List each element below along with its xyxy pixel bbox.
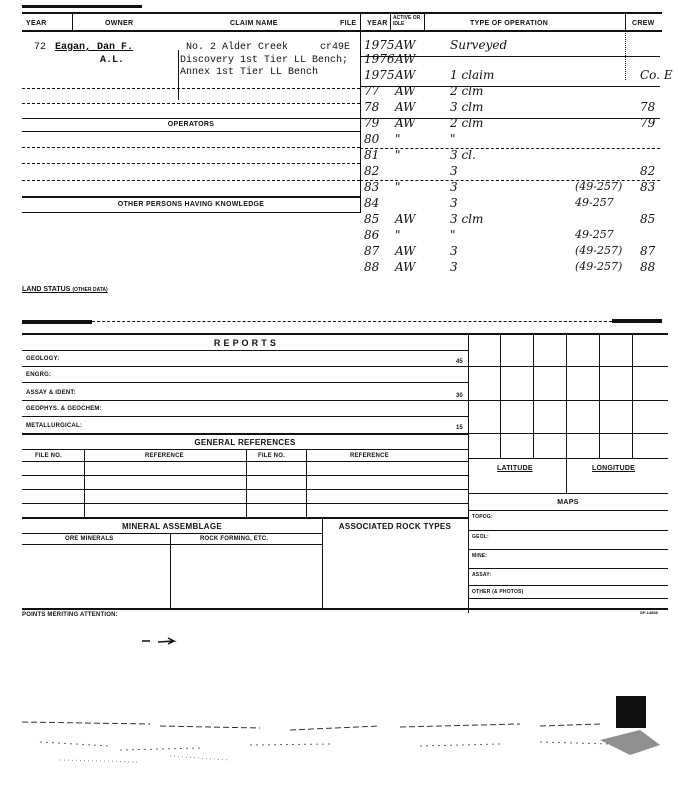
activity-status: AW bbox=[395, 116, 416, 130]
header-crew: CREW bbox=[632, 20, 655, 27]
general-references-title: GENERAL REFERENCES bbox=[194, 438, 296, 447]
activity-operation: 3 bbox=[450, 164, 458, 178]
activity-operation: 2 clm bbox=[450, 84, 484, 98]
noise-line bbox=[22, 722, 600, 730]
activity-year: 1975 bbox=[364, 68, 395, 82]
report-num-45: 45 bbox=[456, 359, 463, 365]
maps-geol: GEOL: bbox=[472, 534, 489, 540]
owner-entry-year: 72 bbox=[34, 42, 47, 53]
activity-status: AW bbox=[395, 84, 416, 98]
ore-minerals-label: ORE MINERALS bbox=[65, 536, 114, 542]
ref-col-file-no: FILE NO. bbox=[35, 453, 62, 459]
activity-year: 1975 bbox=[364, 38, 395, 52]
ref-col-reference-2: REFERENCE bbox=[350, 453, 389, 459]
activity-status: AW bbox=[395, 244, 416, 258]
other-persons-title: OTHER PERSONS HAVING KNOWLEDGE bbox=[117, 201, 265, 208]
activity-operation: " bbox=[450, 132, 456, 146]
scan-block bbox=[616, 696, 646, 728]
maps-topog: TOPOG: bbox=[472, 514, 493, 520]
associated-rock-types-title: ASSOCIATED ROCK TYPES bbox=[338, 522, 452, 531]
claim-line-2: Discovery 1st Tier LL Bench; bbox=[180, 55, 349, 66]
activity-year: 82 bbox=[364, 164, 380, 178]
activity-status: AW bbox=[395, 68, 416, 82]
report-num-30: 30 bbox=[456, 393, 463, 399]
form-number: SP-14858 bbox=[640, 610, 658, 615]
activity-operation: 3 cl. bbox=[450, 148, 476, 162]
noise-line bbox=[40, 742, 610, 750]
owner-entry-file: cr49E bbox=[320, 42, 351, 53]
header-file: FILE bbox=[340, 20, 357, 27]
owner-entry-owner: Eagan, Dan F. bbox=[55, 42, 134, 53]
operators-title: OPERATORS bbox=[167, 121, 215, 128]
activity-operation: 2 clm bbox=[450, 116, 484, 130]
activity-operation: 3 bbox=[450, 260, 458, 274]
claim-line-3: Annex 1st Tier LL Bench bbox=[180, 67, 319, 78]
activity-reference: (49-257) bbox=[575, 244, 623, 257]
header-year: YEAR bbox=[26, 20, 47, 27]
activity-year: 81 bbox=[364, 148, 380, 162]
activity-reference: 49-257 bbox=[575, 228, 614, 241]
activity-year: 88 bbox=[364, 260, 380, 274]
activity-year: 80 bbox=[364, 132, 380, 146]
activity-crew: 88 bbox=[640, 260, 656, 274]
activity-reference: (49-257) bbox=[575, 180, 623, 193]
activity-year: 1976 bbox=[364, 52, 395, 66]
owner-entry-owner2: A.L. bbox=[100, 55, 125, 66]
ref-col-reference: REFERENCE bbox=[145, 453, 184, 459]
activity-status: AW bbox=[395, 260, 416, 274]
maps-title: MAPS bbox=[557, 499, 579, 506]
activity-operation: " bbox=[450, 228, 456, 242]
activity-year: 86 bbox=[364, 228, 380, 242]
points-meriting-attention: POINTS MERITING ATTENTION: bbox=[22, 612, 118, 618]
activity-year: 84 bbox=[364, 196, 380, 210]
header-owner: OWNER bbox=[105, 20, 134, 27]
activity-year: 78 bbox=[364, 100, 380, 114]
activity-operation: 3 clm bbox=[450, 100, 484, 114]
activity-status: AW bbox=[395, 38, 416, 52]
rock-forming-label: ROCK FORMING, ETC. bbox=[200, 536, 269, 542]
report-metallurgical: METALLURGICAL: bbox=[26, 423, 83, 429]
activity-operation: 3 bbox=[450, 196, 458, 210]
activity-year: 87 bbox=[364, 244, 380, 258]
activity-crew: 79 bbox=[640, 116, 656, 130]
activity-crew: 82 bbox=[640, 164, 656, 178]
maps-other: OTHER (& PHOTOS) bbox=[472, 589, 524, 595]
activity-status: AW bbox=[395, 52, 416, 66]
land-status-title: LAND STATUS (OTHER DATA) bbox=[22, 286, 108, 293]
activity-operation: 3 bbox=[450, 244, 458, 258]
activity-operation: Surveyed bbox=[450, 38, 508, 52]
report-geophys: GEOPHYS. & GEOCHEM: bbox=[26, 406, 102, 412]
scan-smudge bbox=[600, 730, 660, 755]
header-type-operation: TYPE OF OPERATION bbox=[470, 20, 549, 27]
activity-crew: Co. E bbox=[640, 68, 673, 82]
activity-crew: 85 bbox=[640, 212, 656, 226]
claim-line-1: No. 2 Alder Creek bbox=[186, 42, 289, 53]
longitude-label: LONGITUDE bbox=[592, 465, 636, 472]
report-engrg: ENGRG: bbox=[26, 372, 52, 378]
activity-operation: 1 claim bbox=[450, 68, 495, 82]
header-year2: YEAR bbox=[367, 20, 388, 27]
report-num-15: 15 bbox=[456, 425, 463, 431]
activity-year: 79 bbox=[364, 116, 380, 130]
latitude-label: LATITUDE bbox=[497, 465, 533, 472]
activity-year: 85 bbox=[364, 212, 380, 226]
maps-assay: ASSAY: bbox=[472, 572, 492, 578]
header-claim-name: CLAIM NAME bbox=[230, 20, 278, 27]
activity-status: AW bbox=[395, 212, 416, 226]
activity-crew: 78 bbox=[640, 100, 656, 114]
activity-status: " bbox=[395, 180, 401, 194]
reports-title: R E P O R T S bbox=[213, 338, 277, 348]
activity-status: " bbox=[395, 148, 401, 162]
activity-status: " bbox=[395, 228, 401, 242]
header-active-idle: ACTIVE OR IDLE bbox=[393, 15, 421, 27]
activity-operation: 3 bbox=[450, 180, 458, 194]
activity-crew: 87 bbox=[640, 244, 656, 258]
activity-crew: 83 bbox=[640, 180, 656, 194]
activity-status: " bbox=[395, 132, 401, 146]
arrow-mark bbox=[142, 638, 174, 644]
ref-col-file-no-2: FILE NO. bbox=[258, 453, 285, 459]
mineral-assemblage-title: MINERAL ASSEMBLAGE bbox=[121, 522, 223, 531]
activity-operation: 3 clm bbox=[450, 212, 484, 226]
report-assay: ASSAY & IDENT: bbox=[26, 390, 76, 396]
maps-mine: MINE: bbox=[472, 553, 488, 559]
noise-line bbox=[60, 756, 230, 762]
report-geology: GEOLOGY: bbox=[26, 356, 60, 362]
activity-year: 77 bbox=[364, 84, 380, 98]
activity-reference: (49-257) bbox=[575, 260, 623, 273]
activity-reference: 49-257 bbox=[575, 196, 614, 209]
activity-year: 83 bbox=[364, 180, 380, 194]
activity-status: AW bbox=[395, 100, 416, 114]
